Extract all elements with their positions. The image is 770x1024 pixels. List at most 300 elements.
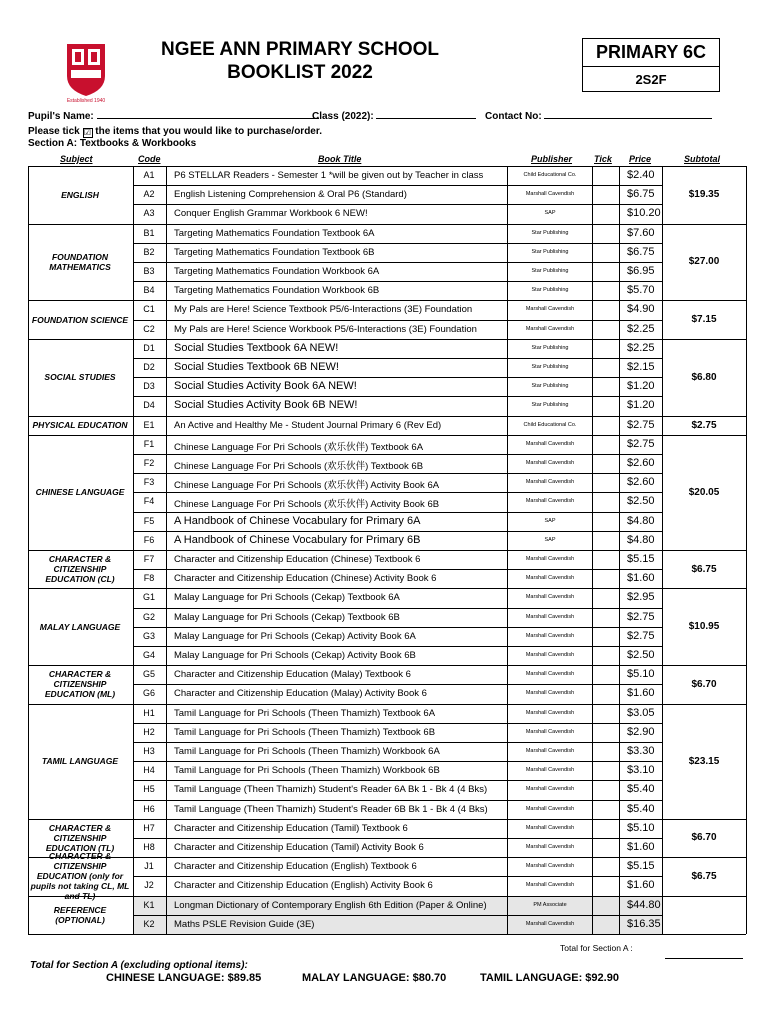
col-publisher: Publisher bbox=[531, 154, 573, 164]
item-publisher: Marshall Cavendish bbox=[525, 709, 575, 716]
tick-cell[interactable] bbox=[593, 628, 618, 645]
group-subtotal: $27.00 bbox=[688, 256, 720, 268]
item-code: B4 bbox=[143, 285, 155, 296]
group-subject: CHARACTER & CITIZENSHIP EDUCATION (CL) bbox=[45, 554, 115, 585]
item-price: $4.80 bbox=[627, 514, 655, 527]
item-title: Character and Citizenship Education (English) Activity Book 6 bbox=[174, 880, 433, 892]
group-subject: REFERENCE (OPTIONAL) bbox=[53, 904, 107, 925]
item-code: H7 bbox=[143, 822, 155, 833]
group-subject: CHINESE LANGUAGE bbox=[35, 487, 125, 498]
row-divider bbox=[133, 512, 662, 513]
tick-cell[interactable] bbox=[593, 858, 618, 875]
item-title: Malay Language for Pri Schools (Cekap) Textbook 6A bbox=[174, 592, 400, 604]
group-divider bbox=[28, 166, 746, 167]
item-price: $2.60 bbox=[627, 476, 655, 489]
booklist-title: BOOKLIST 2022 bbox=[227, 62, 373, 83]
item-title: Chinese Language For Pri Schools (欢乐伙伴) Activity Book 6B bbox=[174, 499, 440, 511]
tick-cell[interactable] bbox=[593, 609, 618, 626]
group-subtotal: $10.95 bbox=[688, 621, 720, 633]
item-code: A1 bbox=[143, 170, 155, 180]
item-title: Targeting Mathematics Foundation Workbook 6A bbox=[174, 266, 380, 277]
item-title: My Pals are Here! Science Workbook P5/6-Interactions (3E) Foundation bbox=[174, 323, 477, 335]
item-price: $2.40 bbox=[627, 169, 655, 181]
group-subtotal bbox=[662, 896, 746, 934]
school-logo bbox=[63, 40, 109, 98]
row-divider bbox=[133, 185, 662, 186]
item-code: A2 bbox=[143, 189, 155, 200]
item-code: A3 bbox=[143, 208, 155, 219]
item-title: Conquer English Grammar Workbook 6 NEW! bbox=[174, 208, 368, 220]
item-price: $1.20 bbox=[627, 399, 655, 412]
item-code: B1 bbox=[143, 227, 155, 238]
item-title: Character and Citizenship Education (Malay) Textbook 6 bbox=[174, 669, 411, 681]
group-subject: ENGLISH bbox=[61, 189, 99, 200]
item-publisher: Marshall Cavendish bbox=[525, 786, 575, 793]
tick-cell[interactable] bbox=[593, 820, 618, 837]
item-code: G4 bbox=[142, 650, 155, 660]
item-title: Chinese Language For Pri Schools (欢乐伙伴) Activity Book 6A bbox=[174, 480, 440, 492]
item-price: $3.30 bbox=[627, 745, 655, 757]
item-price: $2.15 bbox=[627, 361, 655, 373]
group-divider bbox=[28, 665, 746, 666]
item-code: G3 bbox=[142, 630, 155, 641]
item-title: Longman Dictionary of Contemporary English 6th Edition (Paper & Online) bbox=[174, 899, 487, 911]
item-code: J2 bbox=[144, 880, 154, 891]
item-price: $5.15 bbox=[627, 860, 655, 873]
item-publisher: Marshall Cavendish bbox=[525, 632, 575, 639]
item-price: $5.15 bbox=[627, 553, 655, 565]
item-publisher: Marshall Cavendish bbox=[525, 594, 575, 601]
item-publisher: Marshall Cavendish bbox=[525, 671, 575, 678]
group-subtotal: $6.80 bbox=[691, 371, 717, 383]
item-publisher: Marshall Cavendish bbox=[525, 556, 575, 562]
item-publisher: SAP bbox=[544, 536, 556, 543]
row-divider bbox=[133, 608, 662, 609]
item-publisher: Marshall Cavendish bbox=[525, 191, 575, 198]
row-divider bbox=[133, 454, 662, 455]
item-title: Chinese Language For Pri Schools (欢乐伙伴) Textbook 6A bbox=[174, 441, 424, 453]
group-divider bbox=[28, 896, 746, 897]
item-code: D4 bbox=[143, 400, 155, 411]
item-title: Chinese Language For Pri Schools (欢乐伙伴) Textbook 6B bbox=[174, 461, 424, 472]
item-title: Targeting Mathematics Foundation Textbook 6B bbox=[174, 246, 375, 258]
item-title: A Handbook of Chinese Vocabulary for Primary 6B bbox=[174, 533, 421, 546]
item-price: $5.40 bbox=[627, 802, 655, 815]
col-subject: Subject bbox=[60, 154, 93, 164]
item-code: F6 bbox=[143, 534, 155, 545]
item-publisher: PM Associate bbox=[533, 901, 567, 908]
item-title: Social Studies Activity Book 6A NEW! bbox=[174, 380, 357, 393]
pupil-name-label: Pupil's Name: bbox=[28, 111, 94, 122]
item-title: A Handbook of Chinese Vocabulary for Primary 6A bbox=[174, 514, 421, 527]
group-divider bbox=[28, 588, 746, 589]
item-price: $10.20 bbox=[627, 207, 661, 220]
item-price: $5.70 bbox=[627, 284, 655, 297]
item-code: D3 bbox=[143, 381, 155, 392]
item-code: H4 bbox=[143, 765, 155, 776]
item-price: $44.80 bbox=[627, 898, 661, 911]
group-divider bbox=[28, 435, 746, 436]
contact-field[interactable] bbox=[485, 109, 712, 122]
item-price: $2.50 bbox=[627, 495, 655, 508]
group-divider bbox=[28, 704, 746, 705]
class-line[interactable] bbox=[376, 109, 476, 119]
school-name: NGEE ANN PRIMARY SCHOOL bbox=[161, 39, 439, 60]
tick-cell[interactable] bbox=[593, 839, 618, 856]
group-subject: TAMIL LANGUAGE bbox=[41, 756, 119, 767]
item-price: $4.90 bbox=[627, 303, 655, 316]
item-publisher: Marshall Cavendish bbox=[525, 306, 575, 313]
row-divider bbox=[133, 800, 662, 801]
item-title: Targeting Mathematics Foundation Workbook 6B bbox=[174, 285, 380, 297]
item-publisher: Marshall Cavendish bbox=[525, 479, 575, 486]
tick-cell[interactable] bbox=[593, 321, 618, 338]
tick-cell[interactable] bbox=[593, 897, 618, 914]
item-publisher: Marshall Cavendish bbox=[525, 748, 575, 754]
item-title: Targeting Mathematics Foundation Textbook 6A bbox=[174, 227, 375, 239]
item-publisher: Marshall Cavendish bbox=[525, 440, 575, 447]
item-code: F5 bbox=[143, 515, 155, 526]
row-divider bbox=[133, 627, 662, 628]
column-divider bbox=[619, 166, 620, 934]
item-price: $1.60 bbox=[627, 879, 655, 892]
tick-cell[interactable] bbox=[593, 167, 618, 184]
item-title: Social Studies Activity Book 6B NEW! bbox=[174, 399, 358, 412]
tick-cell[interactable] bbox=[593, 417, 618, 434]
tick-cell[interactable] bbox=[593, 877, 618, 894]
group-subtotal: $20.05 bbox=[688, 486, 720, 498]
tick-cell[interactable] bbox=[593, 436, 618, 453]
class-code: 2S2F bbox=[583, 66, 719, 87]
item-title: Character and Citizenship Education (English) Textbook 6 bbox=[174, 861, 417, 873]
tick-cell[interactable] bbox=[593, 455, 618, 472]
item-price: $4.80 bbox=[627, 533, 655, 546]
item-code: H3 bbox=[143, 746, 155, 756]
tick-cell[interactable] bbox=[593, 225, 618, 242]
column-divider bbox=[507, 166, 508, 934]
item-code: H2 bbox=[143, 726, 155, 737]
tick-cell[interactable] bbox=[593, 762, 618, 779]
table-bottom bbox=[28, 934, 746, 935]
tick-cell[interactable] bbox=[593, 570, 618, 587]
item-price: $2.95 bbox=[627, 591, 655, 604]
total-malay: MALAY LANGUAGE: $80.70 bbox=[302, 972, 447, 984]
item-price: $3.10 bbox=[627, 764, 655, 777]
logo-caption: Established 1940 bbox=[66, 98, 106, 104]
item-publisher: Star Publishing bbox=[531, 268, 569, 274]
tick-cell[interactable] bbox=[593, 647, 618, 664]
item-title: Tamil Language (Theen Thamizh) Student's Reader 6B Bk 1 - Bk 4 (4 Bks) bbox=[174, 803, 488, 815]
row-divider bbox=[133, 761, 662, 762]
group-subject: PHYSICAL EDUCATION bbox=[32, 420, 128, 431]
item-publisher: Marshall Cavendish bbox=[525, 824, 575, 831]
item-code: G1 bbox=[142, 592, 155, 603]
instruction-pre: Please tick bbox=[28, 126, 80, 137]
item-price: $5.10 bbox=[627, 668, 655, 681]
item-code: H8 bbox=[143, 842, 155, 852]
item-publisher: Marshall Cavendish bbox=[525, 498, 575, 505]
item-publisher: Marshall Cavendish bbox=[525, 863, 575, 870]
tick-cell[interactable] bbox=[593, 705, 618, 722]
item-publisher: Marshall Cavendish bbox=[525, 844, 575, 850]
item-title: Social Studies Textbook 6A NEW! bbox=[174, 341, 339, 354]
item-price: $2.75 bbox=[627, 629, 655, 642]
item-title: My Pals are Here! Science Textbook P5/6-Interactions (3E) Foundation bbox=[174, 304, 473, 316]
item-code: C1 bbox=[143, 304, 155, 315]
item-title: English Listening Comprehension & Oral P6 (Standard) bbox=[174, 189, 407, 201]
group-divider bbox=[28, 416, 746, 417]
tick-cell[interactable] bbox=[593, 666, 618, 683]
item-code: F4 bbox=[143, 496, 155, 507]
item-title: P6 STELLAR Readers - Semester 1 *will be given out by Teacher in class bbox=[174, 170, 484, 181]
group-subtotal: $6.70 bbox=[691, 678, 717, 690]
group-subject: FOUNDATION SCIENCE bbox=[31, 314, 129, 325]
row-divider bbox=[133, 780, 662, 781]
item-publisher: SAP bbox=[544, 210, 556, 217]
item-code: B3 bbox=[143, 266, 155, 276]
item-title: Character and Citizenship Education (Chinese) Textbook 6 bbox=[174, 554, 421, 565]
item-publisher: Child Educational Co. bbox=[523, 421, 577, 428]
group-subtotal: $6.75 bbox=[691, 870, 717, 882]
item-price: $1.60 bbox=[627, 841, 655, 853]
group-divider bbox=[28, 300, 746, 301]
item-publisher: Marshall Cavendish bbox=[525, 613, 575, 620]
total-chinese: CHINESE LANGUAGE: $89.85 bbox=[106, 972, 262, 984]
item-code: E1 bbox=[143, 419, 155, 430]
item-title: Character and Citizenship Education (Tamil) Textbook 6 bbox=[174, 822, 408, 834]
item-code: G5 bbox=[142, 669, 155, 680]
level-label: PRIMARY 6C bbox=[595, 42, 707, 62]
item-code: H5 bbox=[143, 784, 155, 795]
item-code: F8 bbox=[143, 573, 155, 584]
item-code: H1 bbox=[143, 707, 155, 718]
instruction-line bbox=[28, 126, 322, 138]
class-label: Class (2022): bbox=[312, 111, 374, 122]
class-box bbox=[582, 38, 720, 92]
item-price: $5.40 bbox=[627, 783, 655, 796]
item-title: Tamil Language for Pri Schools (Theen Thamizh) Textbook 6A bbox=[174, 707, 436, 719]
item-price: $6.75 bbox=[627, 245, 655, 258]
item-price: $2.50 bbox=[627, 649, 655, 661]
group-subtotal: $6.70 bbox=[691, 832, 717, 844]
item-publisher: Marshall Cavendish bbox=[525, 325, 575, 332]
group-subject: SOCIAL STUDIES bbox=[44, 372, 116, 383]
item-title: Tamil Language (Theen Thamizh) Student's Reader 6A Bk 1 - Bk 4 (4 Bks) bbox=[174, 784, 488, 796]
item-title: Social Studies Textbook 6B NEW! bbox=[174, 361, 339, 373]
item-price: $2.90 bbox=[627, 725, 655, 738]
row-divider bbox=[133, 262, 662, 263]
column-divider bbox=[592, 166, 593, 934]
column-divider bbox=[166, 166, 167, 934]
tick-cell[interactable] bbox=[593, 205, 618, 222]
item-publisher: Child Educational Co. bbox=[523, 172, 577, 178]
item-publisher: Star Publishing bbox=[531, 248, 569, 255]
item-publisher: Marshall Cavendish bbox=[525, 728, 575, 735]
item-publisher: SAP bbox=[544, 517, 556, 524]
item-title: Tamil Language for Pri Schools (Theen Thamizh) Workbook 6A bbox=[174, 746, 440, 757]
row-divider bbox=[133, 742, 662, 743]
item-code: D2 bbox=[143, 362, 155, 372]
pupil-name-line[interactable] bbox=[97, 109, 319, 119]
item-price: $2.75 bbox=[627, 418, 655, 431]
group-divider bbox=[28, 819, 746, 820]
item-title: Tamil Language for Pri Schools (Theen Thamizh) Workbook 6B bbox=[174, 765, 440, 777]
item-title: Malay Language for Pri Schools (Cekap) Activity Book 6A bbox=[174, 630, 416, 642]
pupil-name-field[interactable] bbox=[28, 109, 319, 122]
total-tamil: TAMIL LANGUAGE: $92.90 bbox=[480, 972, 619, 984]
item-price: $16.35 bbox=[627, 917, 661, 930]
group-divider bbox=[28, 224, 746, 225]
tick-cell[interactable] bbox=[593, 781, 618, 798]
totals-excluding-heading: Total for Section A (excluding optional items): bbox=[30, 960, 248, 971]
tick-cell[interactable] bbox=[593, 532, 618, 549]
item-price: $6.95 bbox=[627, 265, 655, 277]
col-tick: Tick bbox=[594, 154, 612, 164]
col-code: Code bbox=[138, 154, 161, 164]
column-divider bbox=[28, 166, 29, 934]
page-title bbox=[130, 38, 470, 84]
group-subject: MALAY LANGUAGE bbox=[39, 621, 121, 632]
item-title: Malay Language for Pri Schools (Cekap) Activity Book 6B bbox=[174, 650, 416, 661]
item-code: C2 bbox=[143, 323, 155, 334]
item-code: G6 bbox=[142, 688, 155, 699]
item-publisher: Star Publishing bbox=[531, 287, 569, 294]
tick-cell[interactable] bbox=[593, 244, 618, 261]
item-code: F2 bbox=[143, 458, 155, 468]
item-title: Maths PSLE Revision Guide (3E) bbox=[174, 918, 315, 930]
row-divider bbox=[133, 281, 662, 282]
row-divider bbox=[133, 377, 662, 378]
row-divider bbox=[133, 876, 662, 877]
item-code: J1 bbox=[144, 861, 154, 872]
row-divider bbox=[133, 723, 662, 724]
tick-cell[interactable] bbox=[593, 282, 618, 299]
group-divider bbox=[28, 339, 746, 340]
item-price: $2.25 bbox=[627, 322, 655, 335]
item-code: H6 bbox=[143, 803, 155, 814]
row-divider bbox=[133, 320, 662, 321]
item-publisher: Marshall Cavendish bbox=[525, 690, 575, 697]
tick-cell[interactable] bbox=[593, 513, 618, 530]
item-publisher: Star Publishing bbox=[531, 364, 569, 370]
item-price: $2.75 bbox=[627, 437, 655, 450]
col-title: Book Title bbox=[318, 154, 362, 164]
item-publisher: Marshall Cavendish bbox=[525, 767, 575, 774]
group-subtotal: $6.75 bbox=[691, 563, 717, 575]
tick-cell[interactable] bbox=[593, 589, 618, 606]
instruction-post: the items that you would like to purchase/order. bbox=[95, 126, 322, 137]
row-divider bbox=[133, 492, 662, 493]
row-divider bbox=[133, 569, 662, 570]
item-code: F1 bbox=[143, 438, 155, 449]
item-publisher: Marshall Cavendish bbox=[525, 805, 575, 812]
tick-cell[interactable] bbox=[593, 359, 618, 376]
item-title: Tamil Language for Pri Schools (Theen Thamizh) Textbook 6B bbox=[174, 726, 436, 738]
tick-cell[interactable] bbox=[593, 378, 618, 395]
row-divider bbox=[133, 838, 662, 839]
item-title: An Active and Healthy Me - Student Journal Primary 6 (Rev Ed) bbox=[174, 419, 442, 431]
item-price: $1.20 bbox=[627, 380, 655, 393]
total-section-a-label: Total for Section A : bbox=[560, 943, 633, 953]
item-code: F3 bbox=[143, 477, 155, 488]
col-price: Price bbox=[629, 154, 652, 164]
item-title: Malay Language for Pri Schools (Cekap) Textbook 6B bbox=[174, 611, 400, 623]
column-divider bbox=[746, 166, 747, 934]
tick-cell[interactable] bbox=[593, 724, 618, 741]
group-divider bbox=[28, 550, 746, 551]
total-section-a-field[interactable] bbox=[665, 958, 743, 959]
item-code: G2 bbox=[142, 611, 155, 622]
group-subject: CITIZENSHIP EDUCATION (only for pupils not taking CL, ML bbox=[30, 861, 130, 892]
column-divider bbox=[133, 166, 134, 934]
item-price: $6.75 bbox=[627, 188, 655, 201]
row-divider bbox=[133, 684, 662, 685]
column-divider bbox=[662, 166, 663, 934]
item-publisher: Star Publishing bbox=[531, 229, 569, 236]
tick-cell[interactable] bbox=[593, 801, 618, 818]
group-subtotal: $2.75 bbox=[691, 419, 717, 431]
item-price: $2.60 bbox=[627, 457, 655, 469]
contact-line[interactable] bbox=[544, 109, 712, 119]
tick-cell[interactable] bbox=[593, 263, 618, 280]
item-code: B2 bbox=[143, 246, 155, 257]
row-divider bbox=[133, 473, 662, 474]
item-price: $5.10 bbox=[627, 821, 655, 834]
contact-label: Contact No: bbox=[485, 111, 542, 122]
item-publisher: Marshall Cavendish bbox=[525, 575, 575, 582]
col-subtotal: Subtotal bbox=[684, 154, 720, 164]
item-publisher: Star Publishing bbox=[531, 402, 569, 409]
group-subtotal: $23.15 bbox=[688, 755, 720, 767]
row-divider bbox=[133, 396, 662, 397]
section-heading: Section A: Textbooks & Workbooks bbox=[28, 138, 197, 149]
group-subtotal: $7.15 bbox=[691, 314, 717, 326]
item-publisher: Marshall Cavendish bbox=[525, 920, 575, 927]
tick-cell[interactable] bbox=[593, 340, 618, 357]
item-publisher: Marshall Cavendish bbox=[525, 882, 575, 889]
item-publisher: Marshall Cavendish bbox=[525, 460, 575, 466]
item-publisher: Marshall Cavendish bbox=[525, 652, 575, 658]
item-code: K2 bbox=[143, 918, 155, 929]
tick-cell[interactable] bbox=[593, 397, 618, 414]
item-price: $1.60 bbox=[627, 572, 655, 585]
group-subtotal: $19.35 bbox=[688, 189, 720, 201]
item-title: Character and Citizenship Education (Malay) Activity Book 6 bbox=[174, 688, 427, 700]
tick-cell[interactable] bbox=[593, 685, 618, 702]
item-price: $3.05 bbox=[627, 706, 655, 719]
item-title: Character and Citizenship Education (Chinese) Activity Book 6 bbox=[174, 573, 437, 585]
item-code: D1 bbox=[143, 342, 155, 353]
row-divider bbox=[133, 204, 662, 205]
tick-cell[interactable] bbox=[593, 551, 618, 568]
tick-cell[interactable] bbox=[593, 743, 618, 760]
item-publisher: Star Publishing bbox=[531, 344, 569, 351]
item-title: Character and Citizenship Education (Tamil) Activity Book 6 bbox=[174, 842, 424, 853]
group-subject: FOUNDATION MATHEMATICS bbox=[49, 251, 111, 272]
tick-cell[interactable] bbox=[593, 493, 618, 510]
row-divider bbox=[133, 646, 662, 647]
tick-cell[interactable] bbox=[593, 474, 618, 491]
group-divider bbox=[28, 857, 746, 858]
tick-cell[interactable] bbox=[593, 301, 618, 318]
item-code: F7 bbox=[143, 554, 155, 564]
row-divider bbox=[133, 531, 662, 532]
tick-cell[interactable] bbox=[593, 186, 618, 203]
class-field[interactable] bbox=[312, 109, 476, 122]
tick-cell[interactable] bbox=[593, 916, 618, 933]
item-publisher: Star Publishing bbox=[531, 383, 569, 390]
row-divider bbox=[133, 358, 662, 359]
